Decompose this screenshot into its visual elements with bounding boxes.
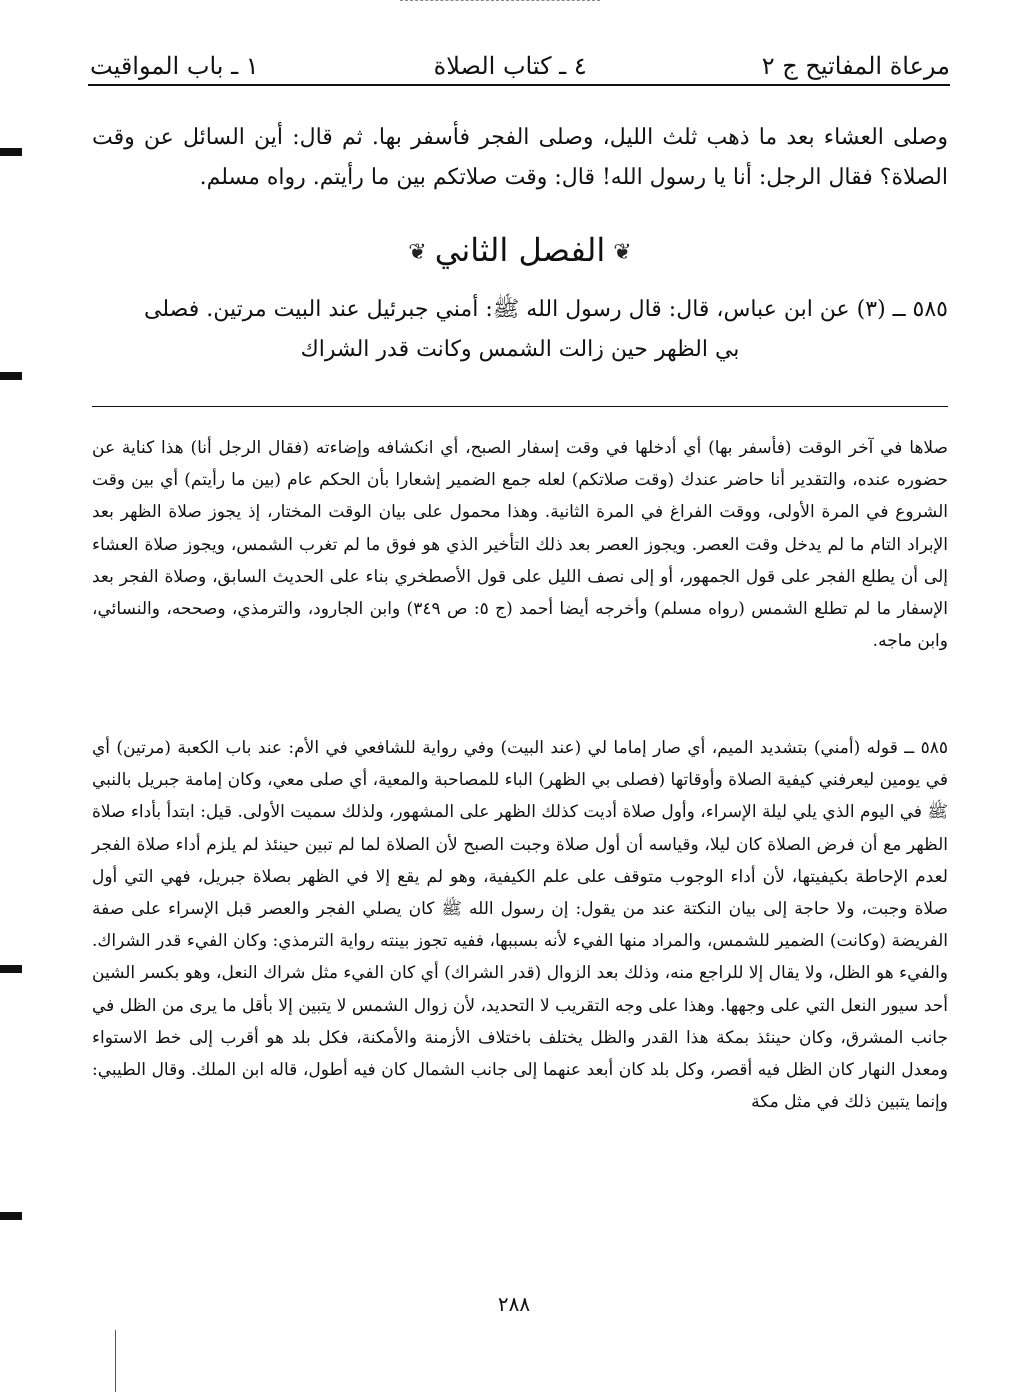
page-number: ٢٨٨ <box>497 1292 531 1316</box>
book-title: مرعاة المفاتيح ج ٢ <box>761 52 950 80</box>
section-title-header: ١ ـ باب المواقيت <box>90 52 259 80</box>
commentary-divider <box>92 406 948 407</box>
section-heading-text: الفصل الثاني <box>434 231 606 269</box>
scan-margin-mark <box>0 965 22 973</box>
commentary-paragraph: صلاها في آخر الوقت (فأسفر بها) أي أدخلها في وقت إسفار الصبح، أي انكشافه وإضاءته (فقال الرجل أنا) هذا كناية عن حضوره عنده، والتقدير أنا حاضر عندك (وقت صلاتكم) لعله جمع الضمير إشعارا بأن الحكم عام (بين ما رأيتم) أي بين وقت الشروع في المرة الأولى، ووقت الفراغ في المرة الثانية. وهذا محمول على بيان الوقت المختار، إذ يجوز صلاة الظهر بعد الإبراد التام ما لم يدخل وقت العصر. ويجوز العصر بعد ذلك التأخير الذي هو فوق ما لم تغرب الشمس، ويجوز صلاة العشاء إلى أن يطلع الفجر على قول الجمهور، أو إلى نصف الليل على قول الأصطخري بناء على الحديث السابق، وصلاة الفجر بعد الإسفار ما لم تطلع الشمس (رواه مسلم) وأخرجه أيضا أحمد (ج ٥: ص ٣٤٩) وابن الجارود، والترمذي، وصححه، والنسائي، وابن ماجه. <box>92 438 949 652</box>
commentary-paragraph: ٥٨٥ ــ قوله (أمني) بتشديد الميم، أي صار إماما لي (عند البيت) وفي رواية للشافعي في الأم: عند باب الكعبة (مرتين) أي في يومين ليعرفني كيفية الصلاة وأوقاتها (فصلى بي الظهر) الباء للمصاحبة والمعية، أي صلى معي، وكان إمامة جبريل بالنبي ﷺ في اليوم الذي يلي ليلة الإسراء، وأول صلاة أديت كذلك الظهر على المشهور، ولذلك سميت الأولى. قيل: ابتدأ بأداء صلاة الظهر مع أن فرض الصلاة كان ليلا، وقياسه أن أول صلاة وجبت الصبح لأن الصلاة لما لم تبين حينئذ لم يلزم أداء صلاة الفجر لعدم الإحاطة بكيفيتها، لأن أداء الوجوب متوقف على علم الكيفية، وهو لم يقع إلا في الظهر بصلاة جبريل، فهي التي أول صلاة وجبت، ولا حاجة إلى بيان النكتة عند من يقول: إن رسول الله ﷺ كان يصلي الفجر والعصر قبل الإسراء على صفة الفريضة (وكانت) الضمير للشمس، والمراد منها الفيء لأنه بسببها، ففيه تجوز بينته رواية الترمذي: وكان الفيء قدر الشراك. والفيء هو الظل، ولا يقال إلا للراجع منه، وذلك بعد الزوال (قدر الشراك) أي كان الفيء مثل شراك النعل، وهو بكسر الشين أحد سيور النعل التي على وجهها. وهذا على وجه التقريب لا التحديد، لأن زوال الشمس لا يتبين إلا بأقل ما يرى من الظل في جانب المشرق، وكان حينئذ بمكة هذا القدر والظل يختلف باختلاف الأزمنة والأمكنة، فكل بلد هو أقرب إلى خط الاستواء ومعدل النهار كان الظل فيه أقصر، وكل بلد كان أبعد عنهما إلى جانب الشمال كان فيه أطول، قاله ابن الملك. وقال الطيبي: وإنما يتبين ذلك في مثل مكة <box>92 738 948 1113</box>
scan-artifact-line <box>115 1330 116 1392</box>
scan-margin-mark <box>0 1212 22 1220</box>
scan-margin-mark <box>0 148 22 156</box>
top-border-marks <box>400 0 600 1</box>
ornament-icon: ❦ <box>613 239 632 265</box>
hadith-585-line-1: ٥٨٥ ــ (٣) عن ابن عباس، قال: قال رسول الله ﷺ: أمني جبرئيل عند البيت مرتين. فصلى <box>144 297 948 322</box>
page-header <box>90 30 950 80</box>
ornament-icon: ❦ <box>408 239 427 265</box>
scan-margin-mark <box>0 372 22 380</box>
hadith-585-line-2: بي الظهر حين زالت الشمس وكانت قدر الشراك <box>300 337 740 362</box>
section-heading <box>92 228 948 275</box>
commentary-block-2 <box>92 732 948 1118</box>
hadith-585 <box>92 290 948 380</box>
hadith-continuation: وصلى العشاء بعد ما ذهب ثلث الليل، وصلى الفجر فأسفر بها. ثم قال: أين السائل عن وقت الصلاة؟ فقال الرجل: أنا يا رسول الله! قال: وقت صلاتكم بين ما رأيتم. رواه مسلم. <box>92 125 948 190</box>
chapter-title: ٤ ـ كتاب الصلاة <box>433 52 587 80</box>
header-rule <box>88 84 950 86</box>
commentary-block-1 <box>92 432 948 657</box>
